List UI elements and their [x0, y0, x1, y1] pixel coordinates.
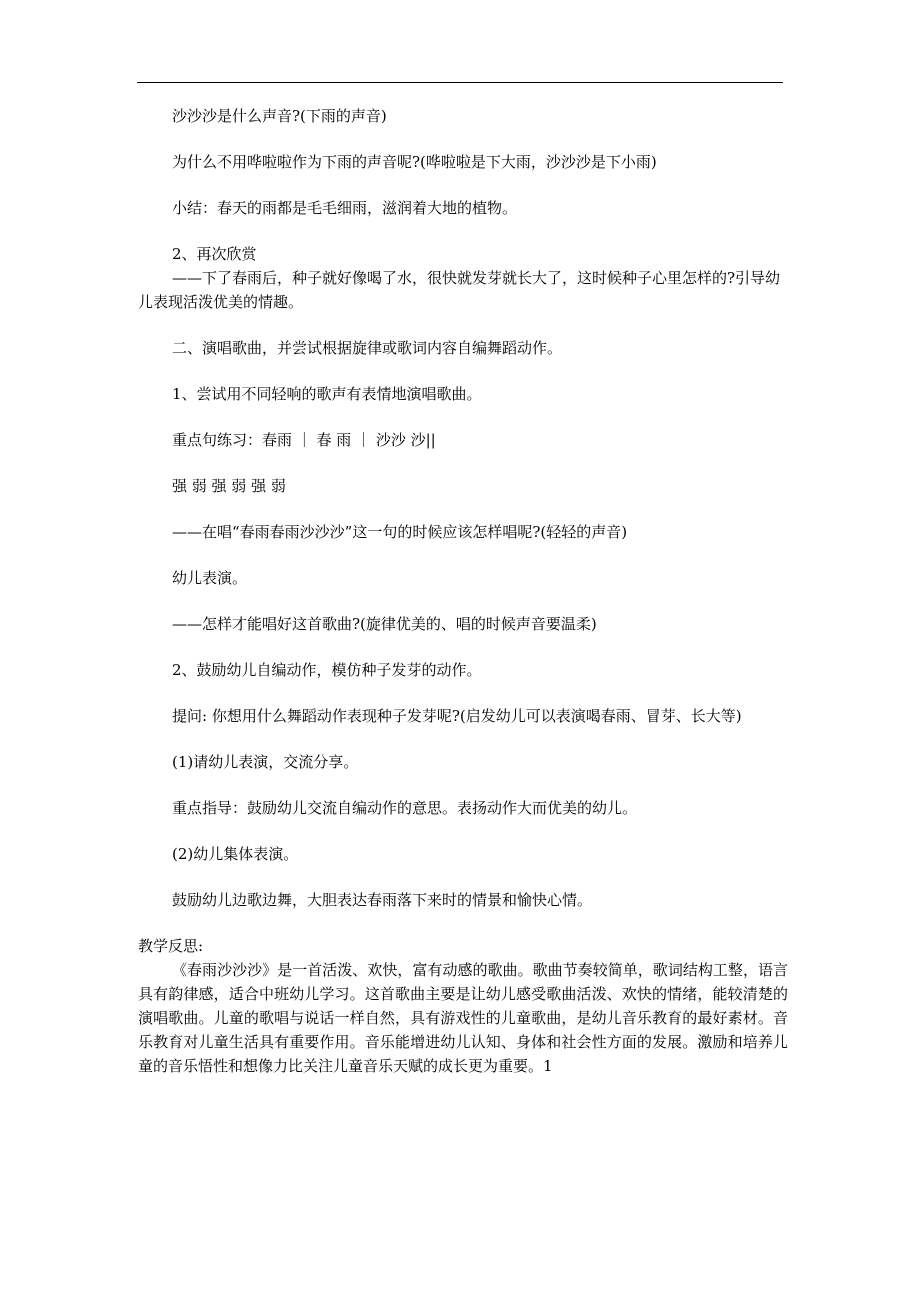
header-rule	[137, 82, 783, 83]
item-group-performance: (2)幼儿集体表演。	[172, 845, 299, 863]
section-enjoy-again: 2、再次欣赏	[172, 245, 257, 263]
reflection-heading: 教学反思:	[138, 937, 204, 955]
question-dance-moves: 提问: 你想用什么舞蹈动作表现种子发芽呢?(启发幼儿可以表演喝春雨、冒芽、长大等)	[172, 707, 742, 725]
child-performance: 幼儿表演。	[172, 569, 248, 587]
paragraph-seed-growth: ——下了春雨后，种子就好像喝了水，很快就发芽就长大了，这时候种子心里怎样的?引导幼儿表现活泼优美的情趣。	[138, 269, 781, 311]
reflection-body: 《春雨沙沙沙》是一首活泼、欢快，富有动感的歌曲。歌曲节奏较简单，歌词结构工整，语言具有韵律感，适合中班幼儿学习。这首歌曲主要是让幼儿感受歌曲活泼、欢快的情绪，能较清楚的演唱歌曲。儿童的歌唱与说话一样自然，具有游戏性的儿童歌曲，是幼儿音乐教育的最好素材。音乐教育对儿童生活具有重要作用。音乐能增进幼儿认知、身体和社会性方面的发展。激励和培养儿童的音乐悟性和想像力比关注儿童音乐天赋的成长更为重要。1	[138, 961, 788, 1075]
question-how-to-sing: ——在唱“春雨春雨沙沙沙”这一句的时候应该怎样唱呢?(轻轻的声音)	[172, 523, 628, 541]
key-guidance: 重点指导：鼓励幼儿交流自编动作的意思。表扬动作大而优美的幼儿。	[172, 799, 638, 817]
key-phrase-practice: 重点句练习：春雨 ｜ 春 雨 ｜ 沙沙 沙||	[172, 431, 436, 449]
question-sing-well: ——怎样才能唱好这首歌曲?(旋律优美的、唱的时候声音要温柔)	[172, 615, 597, 633]
encourage-sing-dance: 鼓励幼儿边歌边舞，大胆表达春雨落下来时的情景和愉快心情。	[172, 891, 593, 909]
question-why-not-hualala: 为什么不用哗啦啦作为下雨的声音呢?(哗啦啦是下大雨，沙沙沙是下小雨)	[172, 153, 657, 171]
question-sound: 沙沙沙是什么声音?(下雨的声音)	[172, 107, 387, 125]
section-sing-song: 二、演唱歌曲，并尝试根据旋律或歌词内容自编舞蹈动作。	[172, 339, 563, 357]
summary-line: 小结：春天的雨都是毛毛细雨，滋润着大地的植物。	[172, 199, 518, 217]
item-try-singing: 1、尝试用不同轻响的歌声有表情地演唱歌曲。	[172, 385, 482, 403]
document-body	[138, 104, 788, 1078]
strong-weak-pattern: 强 弱 强 弱 强 弱	[172, 477, 286, 495]
item-child-perform-share: (1)请幼儿表演，交流分享。	[172, 753, 359, 771]
item-encourage-movement: 2、鼓励幼儿自编动作，模仿种子发芽的动作。	[172, 661, 482, 679]
